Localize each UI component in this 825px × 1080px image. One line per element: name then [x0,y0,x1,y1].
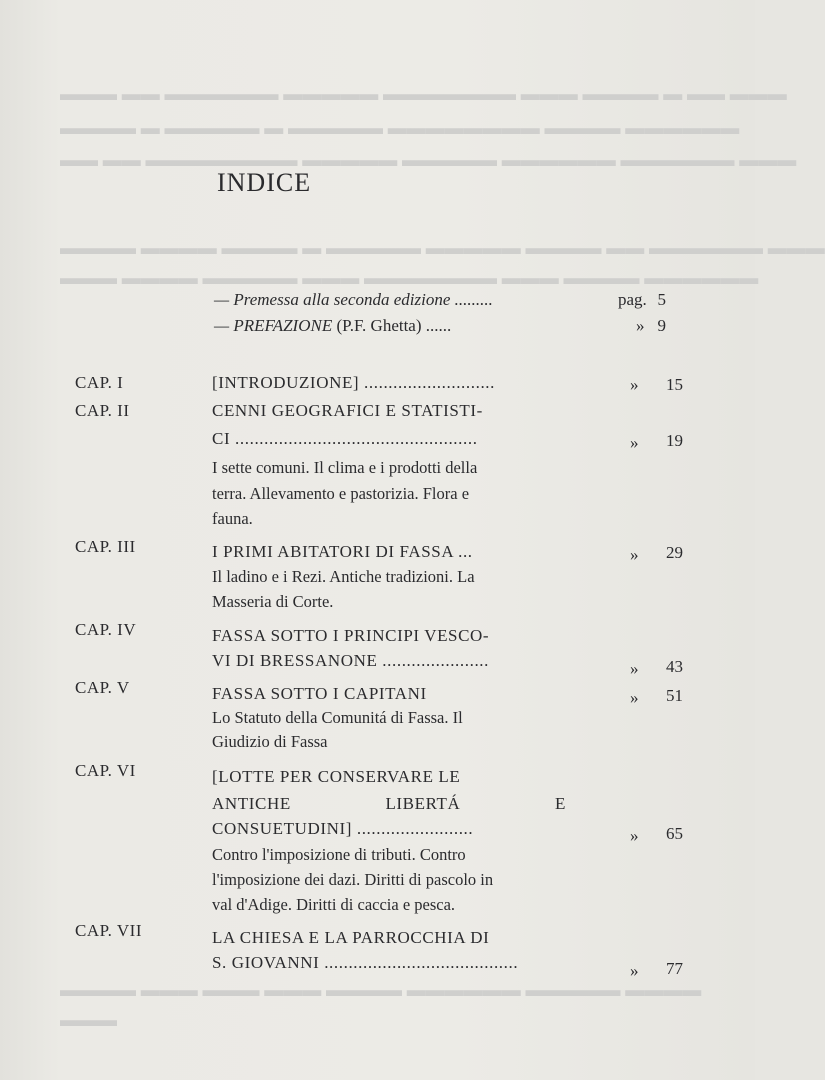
raquo-mark: » [630,961,639,980]
page-number: 77 [666,959,683,978]
chapter-title-line: VI DI BRESSANONE ...................... [212,651,489,670]
chapter-description-line: Il ladino e i Rezi. Antiche tradizioni. La [212,567,475,586]
raquo-mark: » [630,433,639,452]
chapter-title-line: CENNI GEOGRAFICI E STATISTI- [212,401,483,420]
page-number: 9 [657,316,666,335]
chapter-title-line: CI .................................................. [212,429,478,448]
chapter-title-line: I PRIMI ABITATORI DI FASSA ... [212,542,473,561]
chapter-title-line: CONSUETUDINI] ........................ [212,819,474,838]
chapter-label: CAP. I [75,373,124,392]
chapter-description-line: val d'Adige. Diritti di caccia e pesca. [212,895,456,914]
page-label: pag. [618,290,647,309]
chapter-title-line: [LOTTE PER CONSERVARE LE [212,767,461,786]
bleed-through-texture: ▬▬▬▬ ▬▬▬ ▬▬▬ ▬▬▬ ▬▬▬▬ ▬▬▬▬▬▬ ▬▬▬▬▬ ▬▬▬▬ [60,980,702,1001]
chapter-title-line: FASSA SOTTO I CAPITANI [212,684,427,703]
page-number: 65 [666,824,683,843]
chapter-label: CAP. V [75,678,130,697]
raquo-mark: » [630,375,639,394]
chapter-description-line: fauna. [212,509,253,528]
chapter-label: CAP. VII [75,921,142,940]
page-number: 29 [666,543,683,562]
preface-entry-title: — Premessa alla seconda edizione ......... [214,290,493,309]
chapter-title-line: FASSA SOTTO I PRINCIPI VESCO- [212,626,490,645]
chapter-description-line: I sette comuni. Il clima e i prodotti della [212,458,478,477]
index-title: INDICE [217,168,312,197]
preface-entry [214,290,666,314]
preface-title-author: (P.F. Ghetta) ...... [332,316,452,335]
title-word: E [555,794,566,813]
chapter-title-line: LA CHIESA E LA PARROCCHIA DI [212,928,490,947]
title-word: LIBERTÁ [385,794,461,813]
chapter-label: CAP. IV [75,620,137,639]
preface-title-main: — PREFAZIONE [214,316,333,335]
page-number: 51 [666,686,683,705]
raquo-mark: » [630,688,639,707]
page-number: 43 [666,657,683,676]
page-number: 5 [657,290,666,309]
chapter-description-line: terra. Allevamento e pastorizia. Flora e [212,484,470,503]
chapter-description-line: Lo Statuto della Comunitá di Fassa. Il [212,708,463,727]
page-number: 15 [666,375,683,394]
bleed-through-texture: ▬▬ ▬▬ ▬▬▬▬▬▬▬▬ ▬▬▬▬▬ ▬▬▬▬▬ ▬▬▬▬▬▬ ▬▬▬▬▬▬ ▬▬▬ [60,150,797,171]
chapter-description-line: Giudizio di Fassa [212,732,328,751]
chapter-title-line [212,794,566,814]
chapter-description-line: l'imposizione dei dazi. Diritti di pascolo in [212,870,494,889]
raquo-mark: » [630,545,639,564]
chapter-description-line: Contro l'imposizione di tributi. Contro [212,845,466,864]
chapter-label: CAP. III [75,537,136,556]
raquo-mark: » [636,316,645,335]
bleed-through-texture: ▬▬▬▬ ▬ ▬▬▬▬▬ ▬ ▬▬▬▬▬ ▬▬▬▬▬▬▬▬ ▬▬▬▬ ▬▬▬▬▬▬ [60,118,740,139]
chapter-title-line: S. GIOVANNI ........................................ [212,953,519,972]
raquo-mark: » [630,659,639,678]
page-number: 19 [666,431,683,450]
chapter-description-line: Masseria di Corte. [212,592,334,611]
chapter-title-line: [INTRODUZIONE] ........................... [212,373,495,392]
title-word: ANTICHE [212,794,291,813]
raquo-mark: » [630,826,639,845]
bleed-through-texture: ▬▬▬ [60,1010,117,1031]
bleed-through-texture: ▬▬▬ ▬▬ ▬▬▬▬▬▬ ▬▬▬▬▬ ▬▬▬▬▬▬▬ ▬▬▬ ▬▬▬▬ ▬ ▬▬ ▬▬▬ [60,84,787,105]
preface-entry [214,316,666,340]
chapter-label: CAP. II [75,401,130,420]
bleed-through-texture: ▬▬▬▬ ▬▬▬▬ ▬▬▬▬ ▬ ▬▬▬▬▬ ▬▬▬▬▬ ▬▬▬▬ ▬▬ ▬▬▬▬▬▬ ▬▬▬ [60,238,825,259]
chapter-label: CAP. VI [75,761,136,780]
bleed-through-texture: ▬▬▬ ▬▬▬▬ ▬▬▬▬▬ ▬▬▬ ▬▬▬▬▬▬▬ ▬▬▬ ▬▬▬▬ ▬▬▬▬▬▬ [60,268,759,289]
preface-entry-title [214,316,451,336]
